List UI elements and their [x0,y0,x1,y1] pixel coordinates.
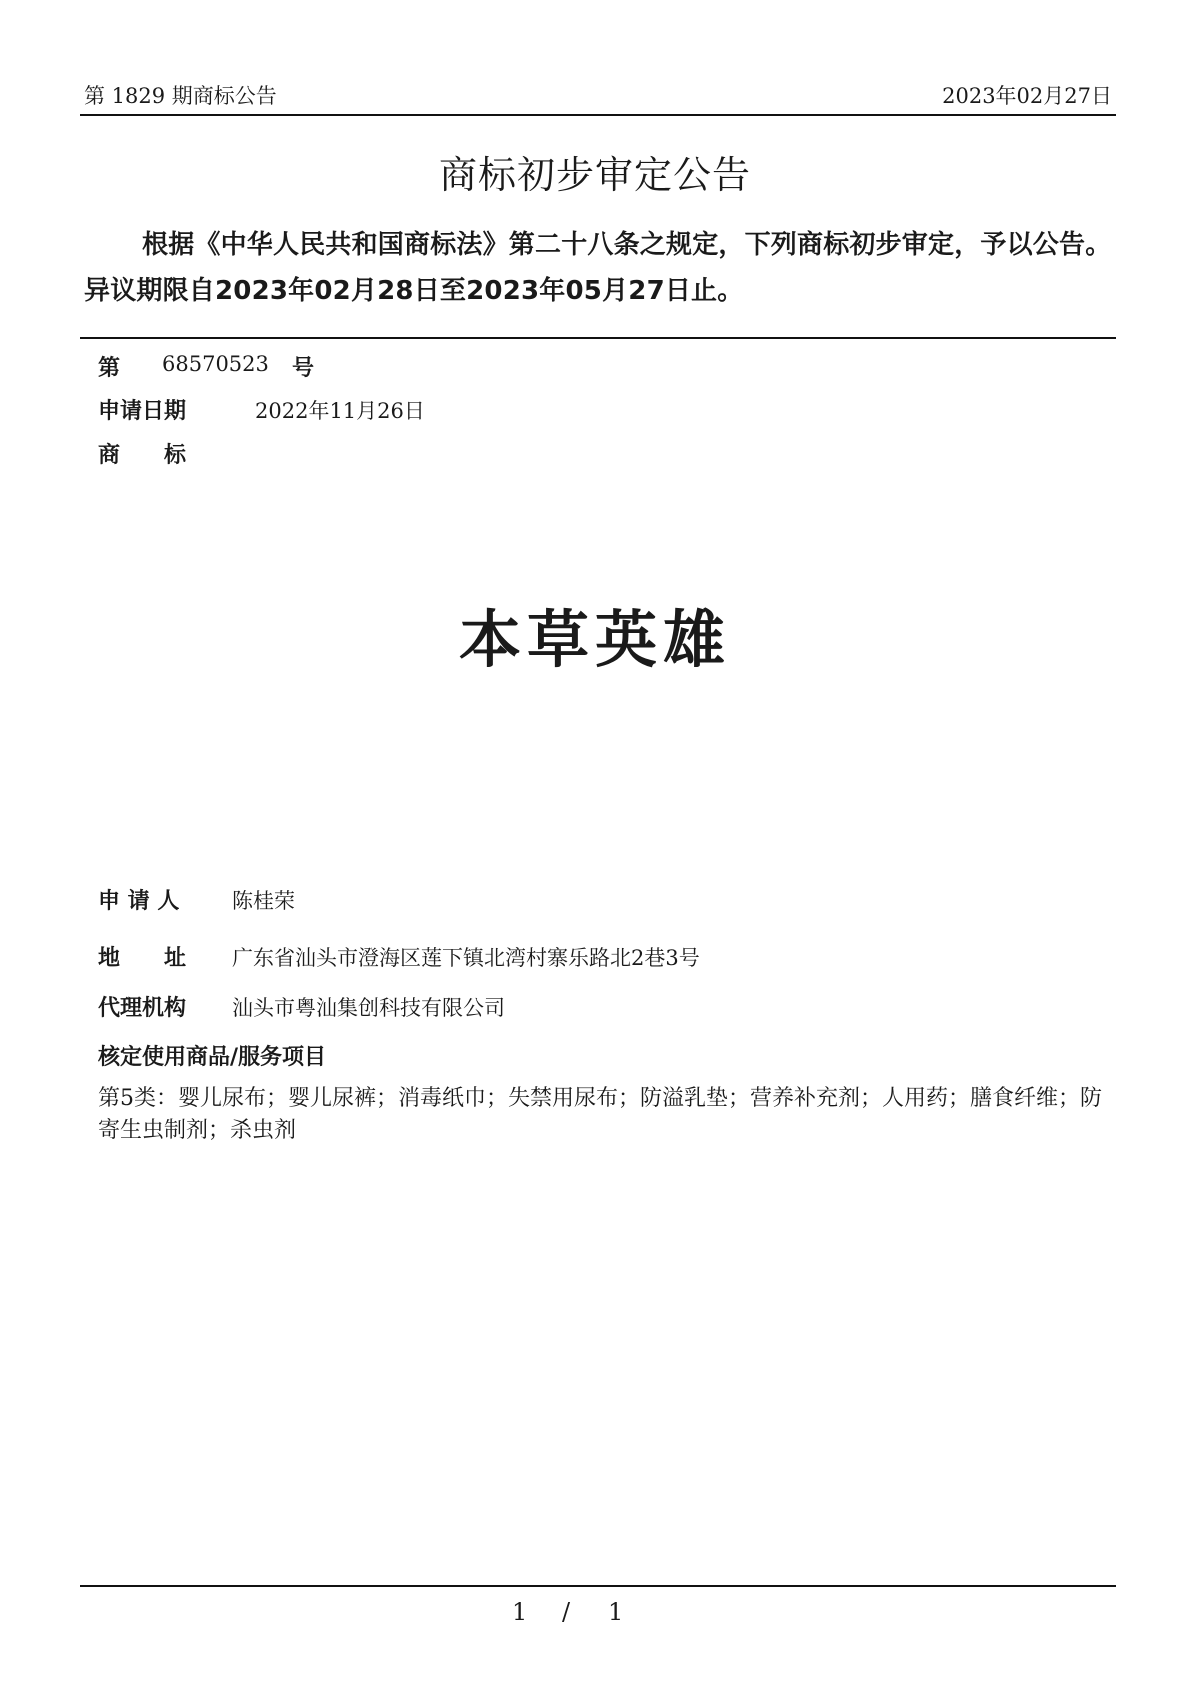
trademark-label: 商 标 [98,443,187,468]
agent-value: 汕头市粤汕集创科技有限公司 [232,996,505,1020]
address-label: 地 址 [98,946,187,971]
goods-label: 核定使用商品/服务项目 [98,1045,327,1070]
number-prefix: 第 [98,356,121,381]
header-divider [80,114,1116,116]
applicant-name: 陈桂荣 [232,889,295,913]
issue-label: 第 1829 期商标公告 [84,84,277,108]
goods-list: 第5类：婴儿尿布；婴儿尿裤；消毒纸巾；失禁用尿布；防溢乳垫；营养补充剂；人用药；膳食纤维；防寄生虫制剂；杀虫剂 [98,1086,1103,1143]
number-suffix: 号 [292,356,315,381]
page-title: 商标初步审定公告 [438,153,751,197]
intro-paragraph: 根据《中华人民共和国商标法》第二十八条之规定，下列商标初步审定，予以公告。异议期限自2023年02月28日至2023年05月27日止。 [84,230,1112,306]
application-number: 68570523 [162,352,269,376]
trademark-mark: 本草英雄 [458,603,731,676]
issue-date: 2023年02月27日 [942,84,1112,108]
page-separator: / [562,1598,571,1626]
applicant-label: 申 请 人 [98,889,180,914]
address-value: 广东省汕头市澄海区莲下镇北湾村寨乐路北2巷3号 [232,946,700,970]
page-current: 1 [512,1598,528,1626]
agent-label: 代理机构 [98,996,187,1021]
application-date: 2022年11月26日 [255,399,425,423]
section-divider [80,337,1116,339]
application-date-label: 申请日期 [98,399,187,424]
footer-divider [80,1585,1116,1587]
page-total: 1 [608,1598,624,1626]
